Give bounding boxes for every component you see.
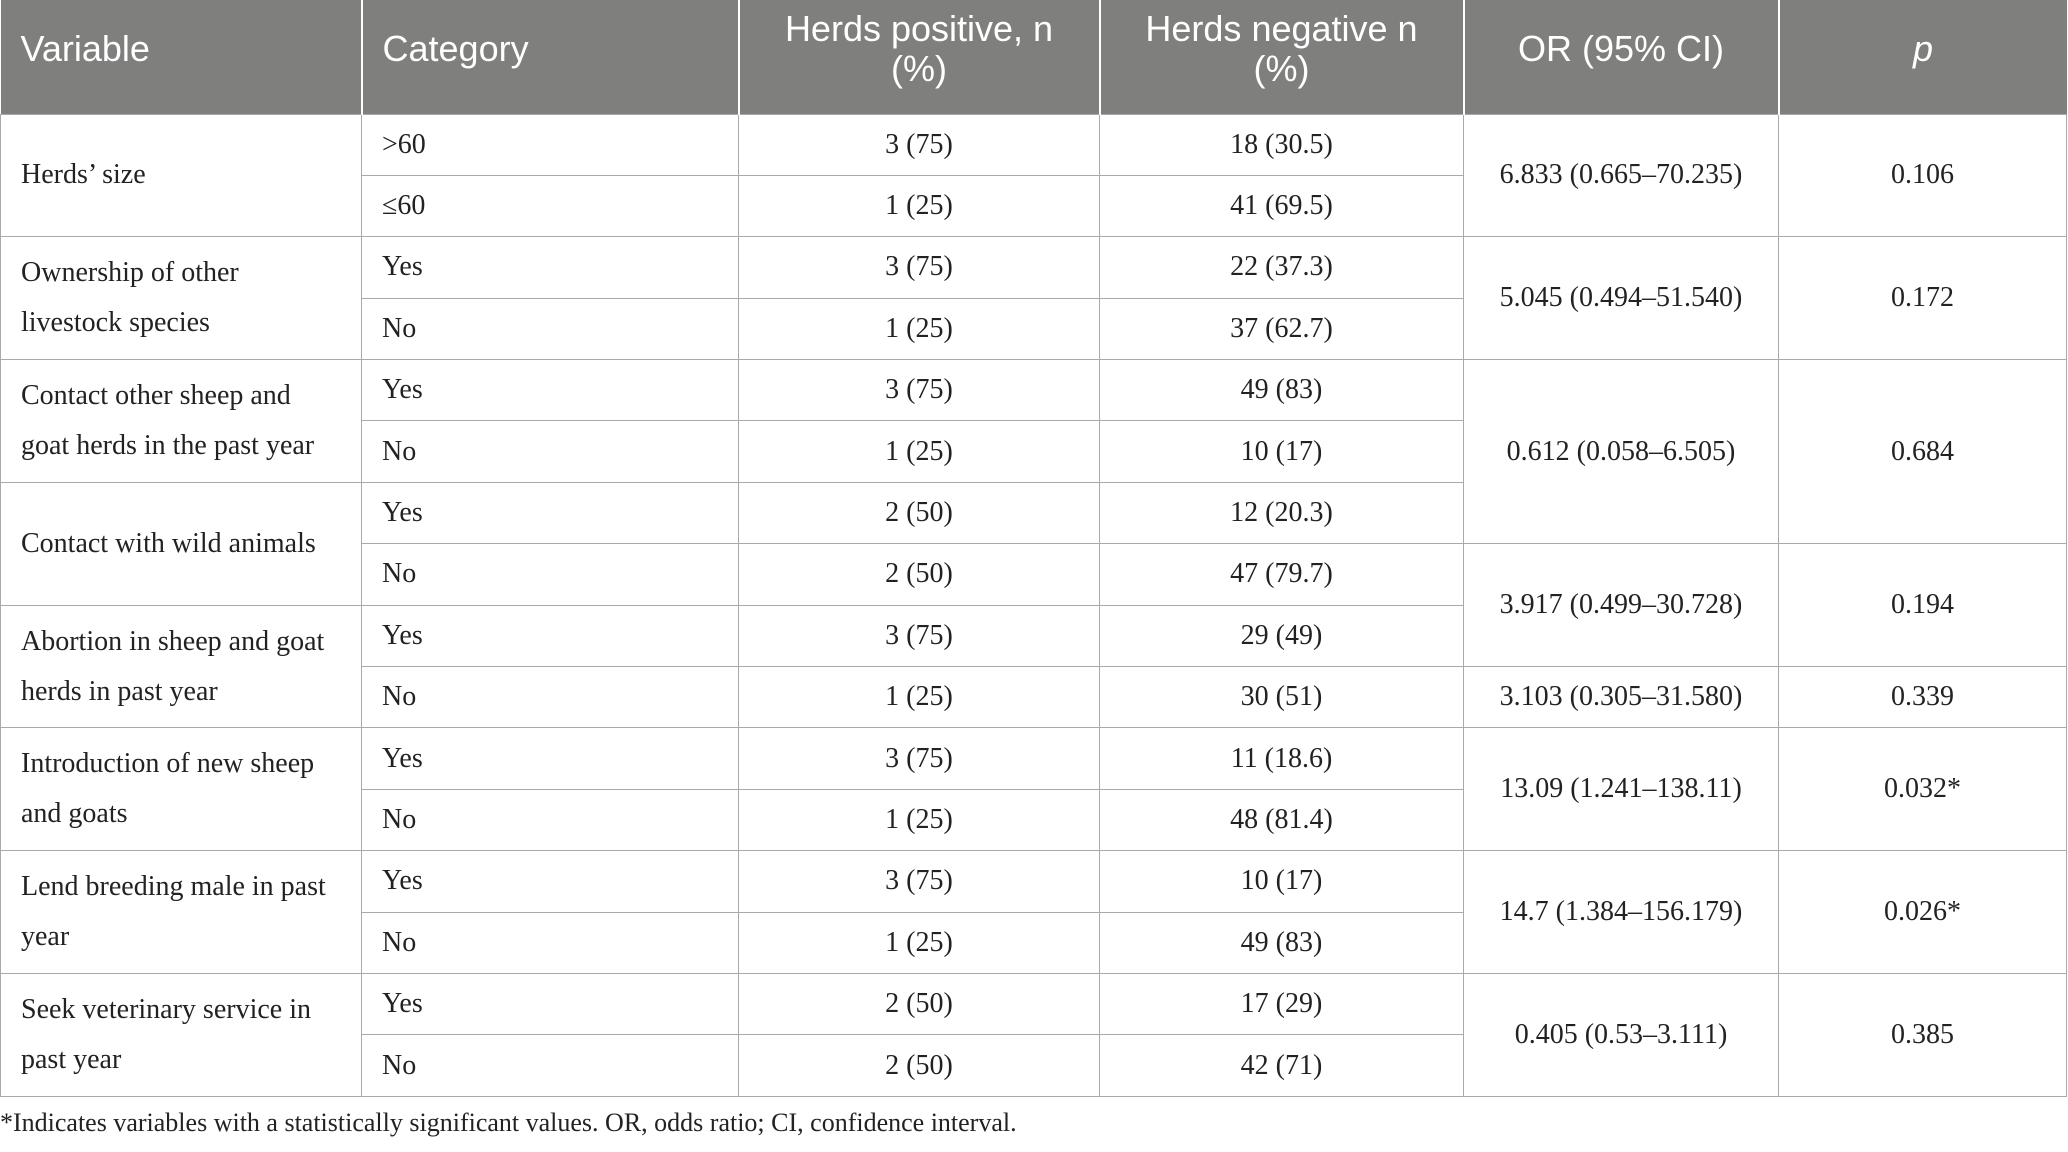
or-cell: 14.7 (1.384–156.179) xyxy=(1464,851,1779,974)
category-cell: No xyxy=(362,789,739,850)
positive-cell: 1 (25) xyxy=(739,912,1100,973)
table-row xyxy=(1,360,2067,421)
variable-cell: Seek veterinary service in past year xyxy=(1,973,362,1096)
table-row xyxy=(1,851,2067,912)
category-cell: ≤60 xyxy=(362,175,739,236)
p-cell: 0.032* xyxy=(1779,728,2067,851)
negative-cell: 48 (81.4) xyxy=(1100,789,1464,850)
or-cell: 0.612 (0.058–6.505) xyxy=(1464,360,1779,544)
category-cell: Yes xyxy=(362,360,739,421)
positive-cell: 1 (25) xyxy=(739,667,1100,728)
header-herds-negative: Herds negative n (%) xyxy=(1100,0,1464,114)
table-footnote: *Indicates variables with a statistically significant values. OR, odds ratio; CI, confidence interval. xyxy=(0,1108,1017,1137)
p-cell: 0.385 xyxy=(1779,973,2067,1096)
positive-cell: 3 (75) xyxy=(739,237,1100,298)
positive-cell: 3 (75) xyxy=(739,605,1100,666)
positive-cell: 2 (50) xyxy=(739,973,1100,1034)
category-cell: No xyxy=(362,667,739,728)
p-cell: 0.194 xyxy=(1779,544,2067,667)
variable-cell: Abortion in sheep and goat herds in past year xyxy=(1,605,362,728)
p-cell: 0.339 xyxy=(1779,667,2067,728)
variable-cell: Contact with wild animals xyxy=(1,482,362,605)
header-herds-positive: Herds positive, n (%) xyxy=(739,0,1100,114)
category-cell: Yes xyxy=(362,482,739,543)
category-cell: Yes xyxy=(362,851,739,912)
negative-cell: 10 (17) xyxy=(1100,421,1464,482)
positive-cell: 3 (75) xyxy=(739,114,1100,175)
or-cell: 5.045 (0.494–51.540) xyxy=(1464,237,1779,360)
negative-cell: 42 (71) xyxy=(1100,1035,1464,1096)
negative-cell: 17 (29) xyxy=(1100,973,1464,1034)
category-cell: No xyxy=(362,421,739,482)
variable-cell: Ownership of other livestock species xyxy=(1,237,362,360)
category-cell: No xyxy=(362,544,739,605)
positive-cell: 1 (25) xyxy=(739,298,1100,359)
category-cell: Yes xyxy=(362,973,739,1034)
negative-cell: 29 (49) xyxy=(1100,605,1464,666)
negative-cell: 22 (37.3) xyxy=(1100,237,1464,298)
table-row xyxy=(1,973,2067,1034)
positive-cell: 2 (50) xyxy=(739,544,1100,605)
or-cell: 6.833 (0.665–70.235) xyxy=(1464,114,1779,237)
header-category: Category xyxy=(362,0,739,114)
category-cell: Yes xyxy=(362,237,739,298)
variable-cell: Lend breeding male in past year xyxy=(1,851,362,974)
negative-cell: 18 (30.5) xyxy=(1100,114,1464,175)
table-row xyxy=(1,237,2067,298)
negative-cell: 11 (18.6) xyxy=(1100,728,1464,789)
variable-cell: Herds’ size xyxy=(1,114,362,237)
header-p-value: p xyxy=(1779,0,2067,114)
or-cell: 0.405 (0.53–3.111) xyxy=(1464,973,1779,1096)
positive-cell: 2 (50) xyxy=(739,1035,1100,1096)
header-or-ci: OR (95% CI) xyxy=(1464,0,1779,114)
negative-cell: 37 (62.7) xyxy=(1100,298,1464,359)
positive-cell: 3 (75) xyxy=(739,728,1100,789)
positive-cell: 2 (50) xyxy=(739,482,1100,543)
negative-cell: 10 (17) xyxy=(1100,851,1464,912)
variable-cell: Introduction of new sheep and goats xyxy=(1,728,362,851)
category-cell: No xyxy=(362,1035,739,1096)
header-row xyxy=(1,0,2067,114)
positive-cell: 3 (75) xyxy=(739,851,1100,912)
category-cell: Yes xyxy=(362,728,739,789)
p-cell: 0.026* xyxy=(1779,851,2067,974)
negative-cell: 41 (69.5) xyxy=(1100,175,1464,236)
category-cell: Yes xyxy=(362,605,739,666)
negative-cell: 49 (83) xyxy=(1100,912,1464,973)
variable-cell: Contact other sheep and goat herds in the past year xyxy=(1,360,362,483)
category-cell: No xyxy=(362,912,739,973)
or-cell: 13.09 (1.241–138.11) xyxy=(1464,728,1779,851)
negative-cell: 12 (20.3) xyxy=(1100,482,1464,543)
positive-cell: 1 (25) xyxy=(739,421,1100,482)
category-cell: No xyxy=(362,298,739,359)
table-row xyxy=(1,728,2067,789)
table-row xyxy=(1,114,2067,175)
positive-cell: 1 (25) xyxy=(739,789,1100,850)
or-cell: 3.103 (0.305–31.580) xyxy=(1464,667,1779,728)
positive-cell: 1 (25) xyxy=(739,175,1100,236)
or-cell: 3.917 (0.499–30.728) xyxy=(1464,544,1779,667)
negative-cell: 30 (51) xyxy=(1100,667,1464,728)
header-variable: Variable xyxy=(1,0,362,114)
p-cell: 0.684 xyxy=(1779,360,2067,544)
negative-cell: 49 (83) xyxy=(1100,360,1464,421)
p-cell: 0.106 xyxy=(1779,114,2067,237)
p-cell: 0.172 xyxy=(1779,237,2067,360)
negative-cell: 47 (79.7) xyxy=(1100,544,1464,605)
category-cell: >60 xyxy=(362,114,739,175)
positive-cell: 3 (75) xyxy=(739,360,1100,421)
